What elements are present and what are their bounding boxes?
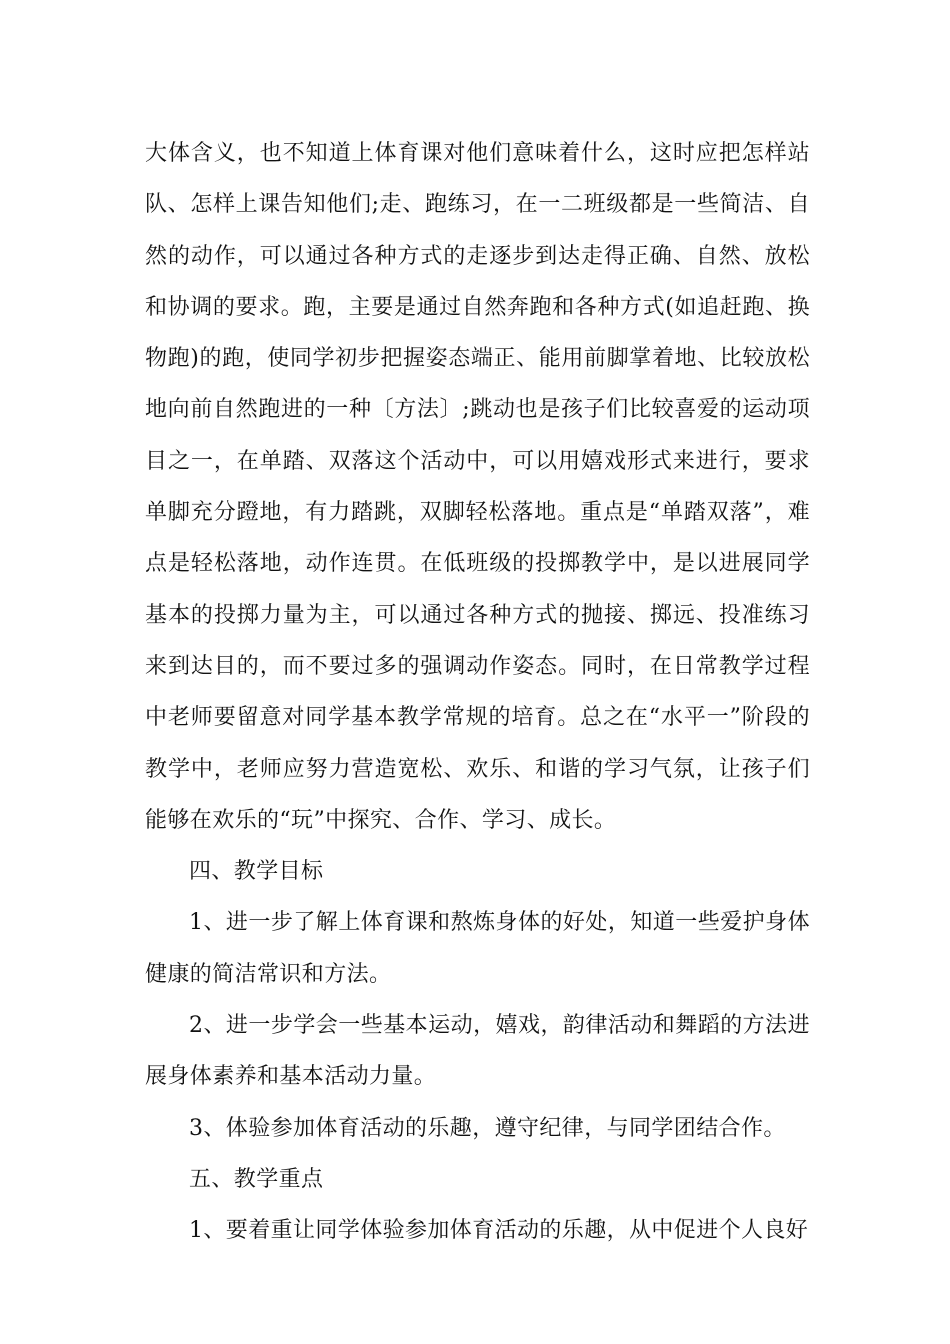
document-body (145, 128, 810, 1257)
focus-item-1: 1、要着重让同学体验参加体育活动的乐趣，从中促进个人良好 (189, 1218, 809, 1244)
goal-item-2: 2、进一步学会一些基本运动，嬉戏，韵律活动和舞蹈的方法进展身体素养和基本活动力量。 (145, 1013, 810, 1090)
section-heading-teaching-goals: 四、教学目标 (189, 859, 324, 885)
paragraph-continuation: 大体含义，也不知道上体育课对他们意味着什么，这时应把怎样站队、怎样上课告知他们;走、跑练习，在一二班级都是一些简洁、自然的动作，可以通过各种方式的走逐步到达走得正确、自然、放松和协调的要求。跑，主要是通过自然奔跑和各种方式(如追赶跑、换物跑)的跑，使同学初步把握姿态端正、能用前脚掌着地、比较放松地向前自然跑进的一种〔方法〕;跳动也是孩子们比较喜爱的运动项目之一，在单踏、双落这个活动中，可以用嬉戏形式来进行，要求单脚充分蹬地，有力踏跳，双脚轻松落地。重点是“单踏双落”，难点是轻松落地，动作连贯。在低班级的投掷教学中，是以进展同学基本的投掷力量为主，可以通过各种方式的抛接、掷远、投准练习来到达目的，而不要过多的强调动作姿态。同时，在日常教学过程中老师要留意对同学基本教学常规的培育。总之在“水平一”阶段的教学中，老师应努力营造宽松、欢乐、和谐的学习气氛，让孩子们能够在欢乐的“玩”中探究、合作、学习、成长。 (145, 141, 810, 833)
section-heading-teaching-focus: 五、教学重点 (189, 1166, 324, 1192)
goal-item-3: 3、体验参加体育活动的乐趣，遵守纪律，与同学团结合作。 (189, 1115, 786, 1141)
goal-item-1: 1、进一步了解上体育课和熬炼身体的好处，知道一些爱护身体健康的简洁常识和方法。 (145, 910, 810, 987)
